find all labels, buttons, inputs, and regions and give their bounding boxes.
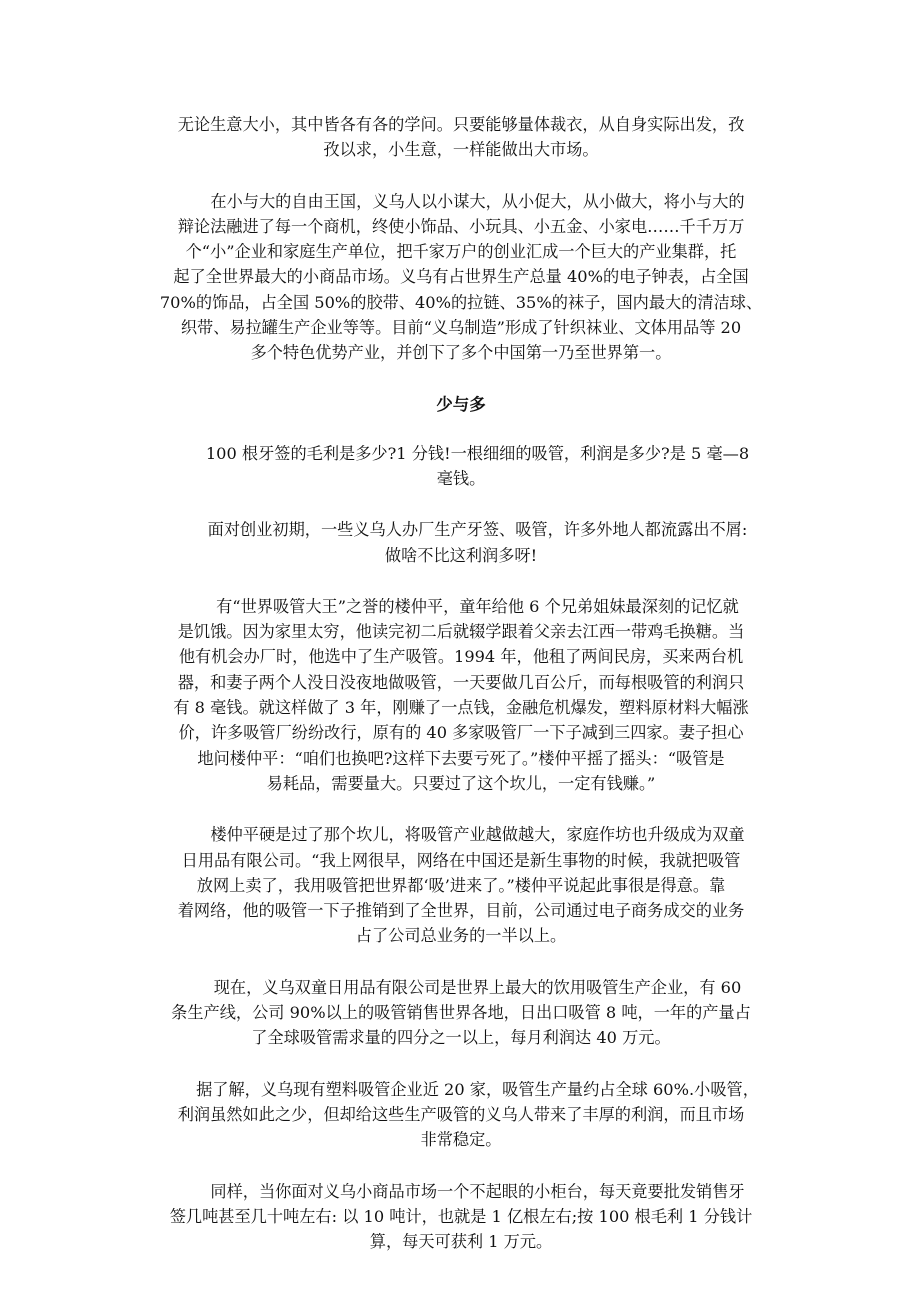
text-line: 非常稳定。: [420, 1130, 502, 1150]
text-line: 条生产线，公司 90%以上的吸管销售世界各地，日出口吸管 8 吨，一年的产量占: [171, 1003, 751, 1023]
text-line: 70%的饰品，占全国 50%的胶带、40%的拉链、35%的袜子，国内最大的清洁球、: [159, 292, 763, 312]
text-line: 有 8 毫钱。就这样做了 3 年，刚赚了一点钱，金融危机爆发，塑料原材料大幅涨: [173, 698, 749, 718]
document-page: [138, 112, 784, 1254]
text-line: 器，和妻子两个人没日没夜地做吸管，一天要做几百公斤，而每根吸管的利润只: [177, 672, 745, 692]
text-line: 楼仲平硬是过了那个坎儿，将吸管产业越做越大，家庭作坊也升级成为双童: [210, 825, 745, 845]
text-line: 据了解，义乌现有塑料吸管企业近 20 家，吸管生产量约占全球 60%.小吸管，: [196, 1079, 759, 1099]
section-heading: 少与多: [436, 394, 486, 414]
text-line: 辩论法融进了每一个商机，终使小饰品、小玩具、小五金、小家电……千千万万: [177, 216, 745, 236]
text-line: 利润虽然如此之少，但却给这些生产吸管的义乌人带来了丰厚的利润，而且市场: [177, 1104, 745, 1124]
paragraph-1: [138, 112, 784, 163]
text-line: 着网络，他的吸管一下子推销到了全世界，目前，公司通过电子商务成交的业务: [177, 901, 745, 921]
paragraph-6: [138, 822, 784, 948]
paragraph-5: [138, 594, 784, 796]
text-line: 易耗品，需要量大。只要过了这个坎儿，一定有钱赚。”: [266, 773, 656, 793]
text-line: 地问楼仲平：“咱们也换吧?这样下去要亏死了。”楼仲平摇了摇头：“吸管是: [197, 748, 725, 768]
text-line: 同样，当你面对义乌小商品市场一个不起眼的小柜台，每天竟要批发销售牙: [210, 1181, 745, 1201]
paragraph-7: [138, 975, 784, 1051]
text-line: 签几吨甚至几十吨左右: 以 10 吨计，也就是 1 亿根左右;按 100 根毛利 1 分钱计: [169, 1206, 753, 1226]
text-line: 是饥饿。因为家里太穷，他读完初二后就辍学跟着父亲去江西一带鸡毛换糖。当: [177, 622, 745, 642]
text-line: 放网上卖了，我用吸管把世界都‘吸’进来了。”楼仲平说起此事很是得意。靠: [196, 875, 726, 895]
text-line: 织带、易拉罐生产企业等等。目前“义乌制造”形成了针织袜业、文体用品等 20: [180, 318, 742, 338]
paragraph-8: [138, 1077, 784, 1153]
paragraph-2: [138, 189, 784, 366]
paragraph-3: [138, 441, 784, 492]
text-line: 无论生意大小，其中皆各有各的学问。只要能够量体裁衣，从自身实际出发，孜: [177, 115, 745, 134]
text-line: 日用品有限公司。“我上网很早，网络在中国还是新生事物的时候，我就把吸管: [181, 850, 741, 870]
text-line: 算，每天可获利 1 万元。: [369, 1232, 553, 1252]
paragraph-4: [138, 517, 784, 568]
text-line: 多个特色优势产业，并创下了多个中国第一乃至世界第一。: [250, 343, 672, 363]
text-line: 在小与大的自由王国，义乌人以小谋大，从小促大，从小做大，将小与大的: [210, 191, 745, 211]
text-line: 占了公司总业务的一半以上。: [355, 926, 567, 946]
text-line: 了全球吸管需求量的四分之一以上，每月利润达 40 万元。: [251, 1028, 671, 1048]
text-line: 做啥不比这利润多呀!: [384, 545, 538, 565]
text-line: 有“世界吸管大王”之誉的楼仲平，童年给他 6 个兄弟姐妹最深刻的记忆就: [216, 596, 739, 616]
text-line: 毫钱。: [436, 468, 486, 488]
paragraph-9: [138, 1179, 784, 1255]
text-line: 现在，义乌双童日用品有限公司是世界上最大的饮用吸管生产企业，有 60: [213, 977, 742, 997]
text-line: 起了全世界最大的小商品市场。义乌有占世界生产总量 40%的电子钟表，占全国: [173, 267, 749, 287]
text-line: 孜以求，小生意，一样能做出大市场。: [323, 140, 599, 160]
text-line: 他有机会办厂时，他选中了生产吸管。1994 年，他租了两间民房，买来两台机: [178, 647, 744, 667]
text-line: 价，许多吸管厂纷纷改行，原有的 40 多家吸管厂一下子减到三四家。妻子担心: [178, 723, 744, 743]
text-line: 面对创业初期，一些义乌人办厂生产牙签、吸管，许多外地人都流露出不屑:: [207, 520, 748, 540]
text-line: 个“小”企业和家庭生产单位，把千家万户的创业汇成一个巨大的产业集群，托: [185, 242, 737, 262]
text-line: 100 根牙签的毛利是多少?1 分钱!一根细细的吸管，利润是多少?是 5 毫—8: [205, 443, 750, 463]
